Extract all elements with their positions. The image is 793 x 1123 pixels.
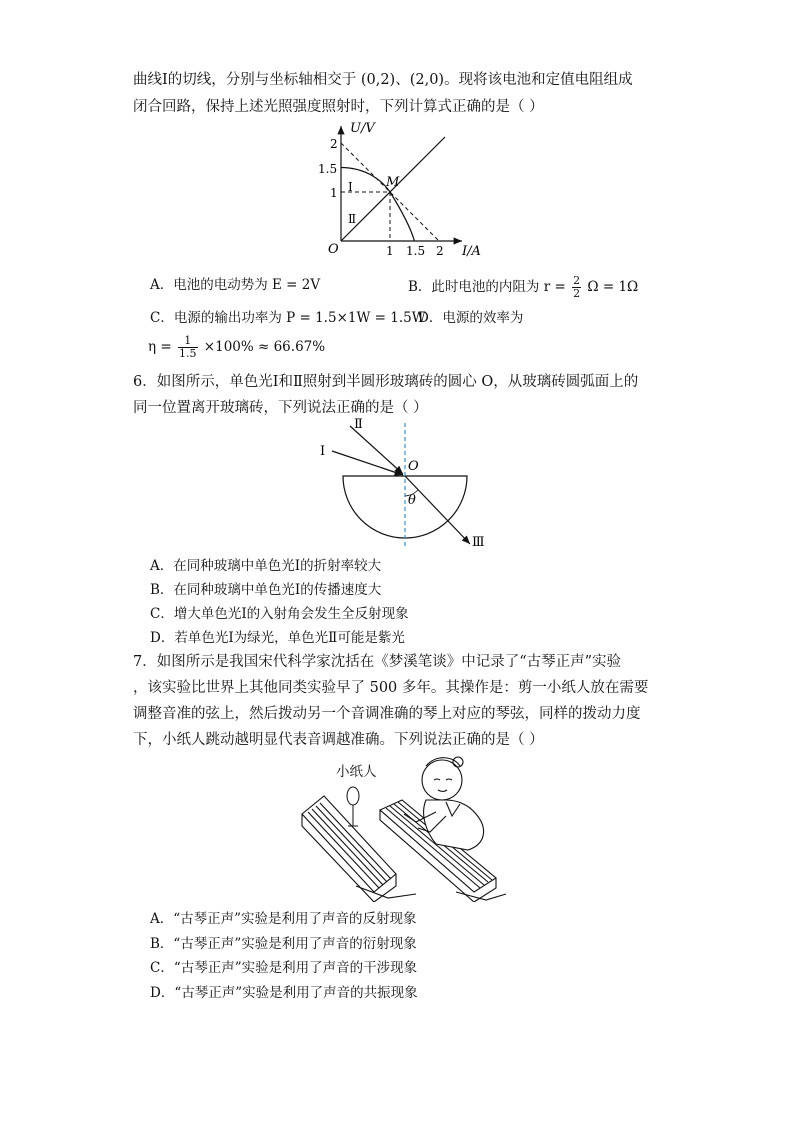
q7-option-c[interactable]: C．“古琴正声”实验是利用了声音的干涉现象 [150,960,418,976]
frac-den: 1.5 [179,347,197,360]
q5-option-b-fraction [572,275,581,300]
x-tick-1: 1 [386,244,394,258]
q7-stem-line2: ，该实验比世界上其他同类实验早了 500 多年。其操作是：剪一小纸人放在需要 [133,680,649,696]
y-tick-2: 2 [330,137,338,151]
q6-stem-line2: 同一位置离开玻璃砖，下列说法正确的是（ ） [133,400,428,416]
q7-option-b[interactable]: B．“古琴正声”实验是利用了声音的衍射现象 [150,936,417,952]
y-tick-1-5: 1.5 [318,162,338,176]
frac-num: 2 [573,274,581,287]
frac-num: 1 [178,335,198,348]
eq-prefix: η = [148,339,172,355]
center-o-label: O [408,459,419,474]
q6-option-c[interactable]: C．增大单色光Ⅰ的入射角会发生全反射现象 [150,606,409,622]
ray-1 [332,451,403,475]
q5-option-b[interactable] [408,275,638,300]
ray-3 [405,476,470,544]
q5-stem-line2: 闭合回路，保持上述光照强度照射时，下列计算式正确的是（ ） [133,99,544,115]
angle-theta-label: θ [408,493,416,508]
ray-2 [350,426,403,474]
q5-option-c[interactable]: C．电源的输出功率为 P = 1.5×1W = 1.5W [150,310,426,326]
ray-3-label: Ⅲ [472,535,485,550]
q7-stem-line4: 下，小纸人跳动越明显代表音调越准确。下列说法正确的是（ ） [133,732,544,748]
ray-2-label: Ⅱ [354,418,363,432]
y-tick-1: 1 [330,186,338,200]
eq-suffix: ×100% ≈ 66.67% [203,339,326,355]
q6-option-b[interactable]: B．在同种玻璃中单色光Ⅰ的传播速度大 [150,582,382,598]
paper-figure [347,787,359,826]
q6-option-a[interactable]: A．在同种玻璃中单色光Ⅰ的折射率较大 [150,558,382,574]
q6-glass-figure [310,418,500,553]
q7-option-a[interactable]: A．“古琴正声”实验是利用了声音的反射现象 [150,911,417,927]
q5-option-a[interactable]: A．电池的电动势为 E = 2V [150,277,321,293]
q7-guqin-figure [296,752,516,902]
q5-stem-line1: 曲线Ⅰ的切线，分别与坐标轴相交于 (0,2)、(2,0)。现将该电池和定值电阻组成 [133,72,633,88]
ray-1-label: Ⅰ [320,444,326,459]
q5-ui-graph [310,120,510,265]
point-m-label: M [386,175,400,190]
q7-figure-label: 小纸人 [336,764,377,780]
q5-option-d[interactable]: D．电源的效率为 [418,310,524,326]
q7-stem-line1: 7．如图所示是我国宋代科学家沈括在《梦溪笔谈》中记录了“古琴正声”实验 [133,654,622,670]
q5-option-b-tail: Ω = 1Ω [587,279,639,295]
q7-stem-line3: 调整音准的弦上，然后拨动另一个音调准确的琴上对应的琴弦，同样的拨动力度 [133,706,641,722]
q5-option-b-text: B．此时电池的内阻为 r = [408,279,566,295]
y-axis-label: U/V [350,121,375,136]
curve-2-label: Ⅱ [348,212,357,226]
q6-option-d[interactable]: D．若单色光Ⅰ为绿光，单色光Ⅱ可能是紫光 [150,630,405,646]
x-tick-2: 2 [436,244,444,258]
x-axis-label: I/A [462,244,481,259]
x-tick-1-5: 1.5 [406,244,426,258]
q5-option-d-fraction [178,335,198,360]
origin-label: O [328,242,339,257]
frac-den: 2 [573,287,581,300]
q6-stem-line1: 6．如图所示，单色光Ⅰ和Ⅱ照射到半圆形玻璃砖的圆心 O，从玻璃砖圆弧面上的 [133,374,639,390]
curve-1-label: Ⅰ [348,180,353,194]
q7-option-d[interactable]: D．“古琴正声”实验是利用了声音的共振现象 [150,985,418,1001]
q5-option-d-equation [148,335,325,360]
